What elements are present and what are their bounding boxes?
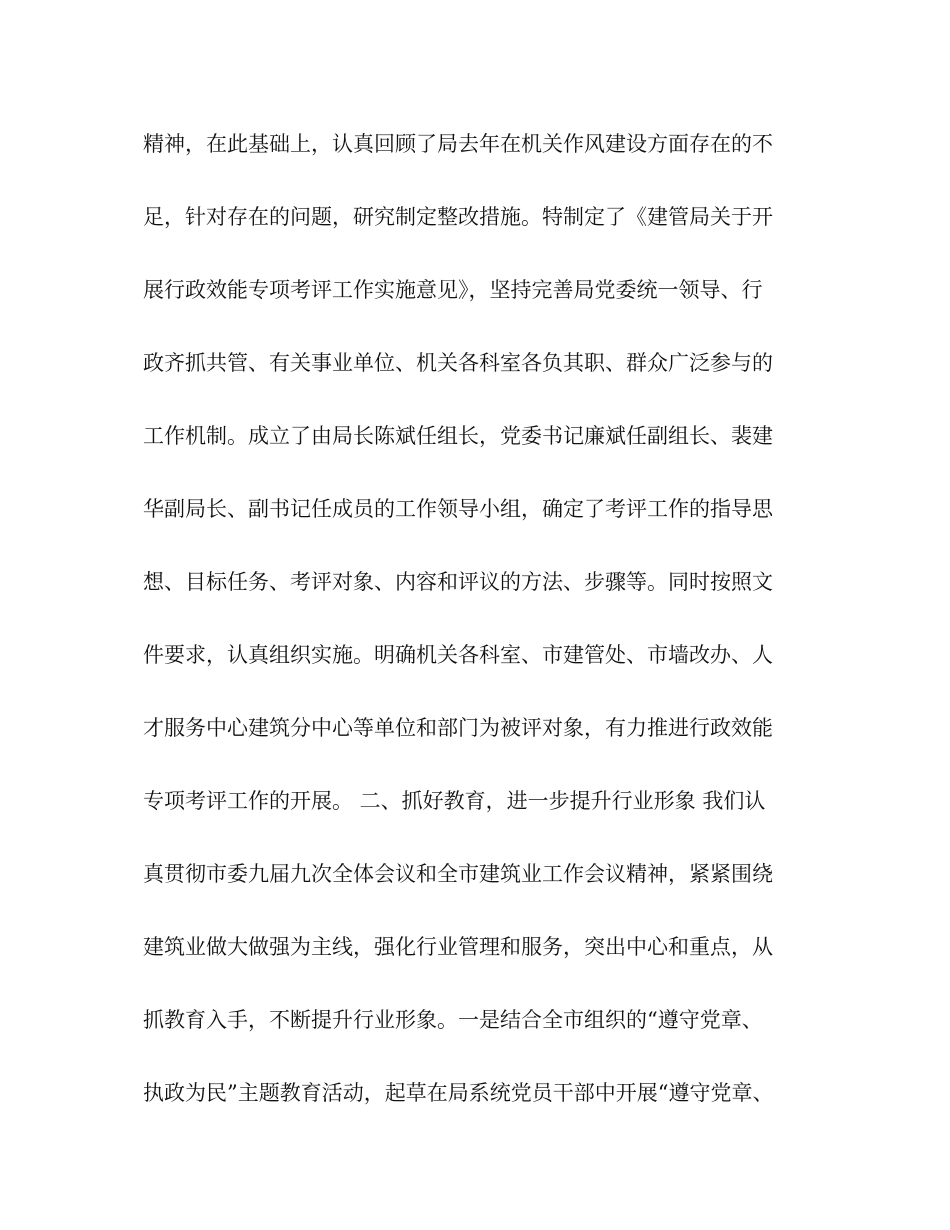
text-line: 执政为民”主题教育活动，起草在局系统党员干部中开展“遵守党章、: [143, 1081, 774, 1105]
text-line: 建筑业做大做强为主线，强化行业管理和服务，突出中心和重点，从: [143, 935, 773, 959]
text-line: 工作机制。成立了由局长陈斌任组长，党委书记廉斌任副组长、裴建: [143, 424, 773, 448]
text-line: 足，针对存在的问题，研究制定整改措施。特制定了《建管局关于开: [143, 205, 773, 229]
text-line: 专项考评工作的开展。 二、抓好教育，进一步提升行业形象 我们认: [143, 789, 766, 813]
text-line: 精神，在此基础上，认真回顾了局去年在机关作风建设方面存在的不: [143, 132, 773, 156]
text-line: 抓教育入手，不断提升行业形象。一是结合全市组织的“遵守党章、: [143, 1008, 763, 1032]
text-line: 件要求，认真组织实施。明确机关各科室、市建管处、市墙改办、人: [143, 643, 773, 667]
text-line: 政齐抓共管、有关事业单位、机关各科室各负其职、群众广泛参与的: [143, 351, 773, 375]
text-line: 真贯彻市委九届九次全体会议和全市建筑业工作会议精神，紧紧围绕: [143, 862, 773, 886]
text-line: 展行政效能专项考评工作实施意见》，坚持完善局党委统一领导、行: [143, 278, 763, 302]
text-line: 想、目标任务、考评对象、内容和评议的方法、步骤等。同时按照文: [143, 570, 773, 594]
text-line: 华副局长、副书记任成员的工作领导小组，确定了考评工作的指导思: [143, 497, 773, 521]
text-line: 才服务中心建筑分中心等单位和部门为被评对象，有力推进行政效能: [143, 716, 773, 740]
